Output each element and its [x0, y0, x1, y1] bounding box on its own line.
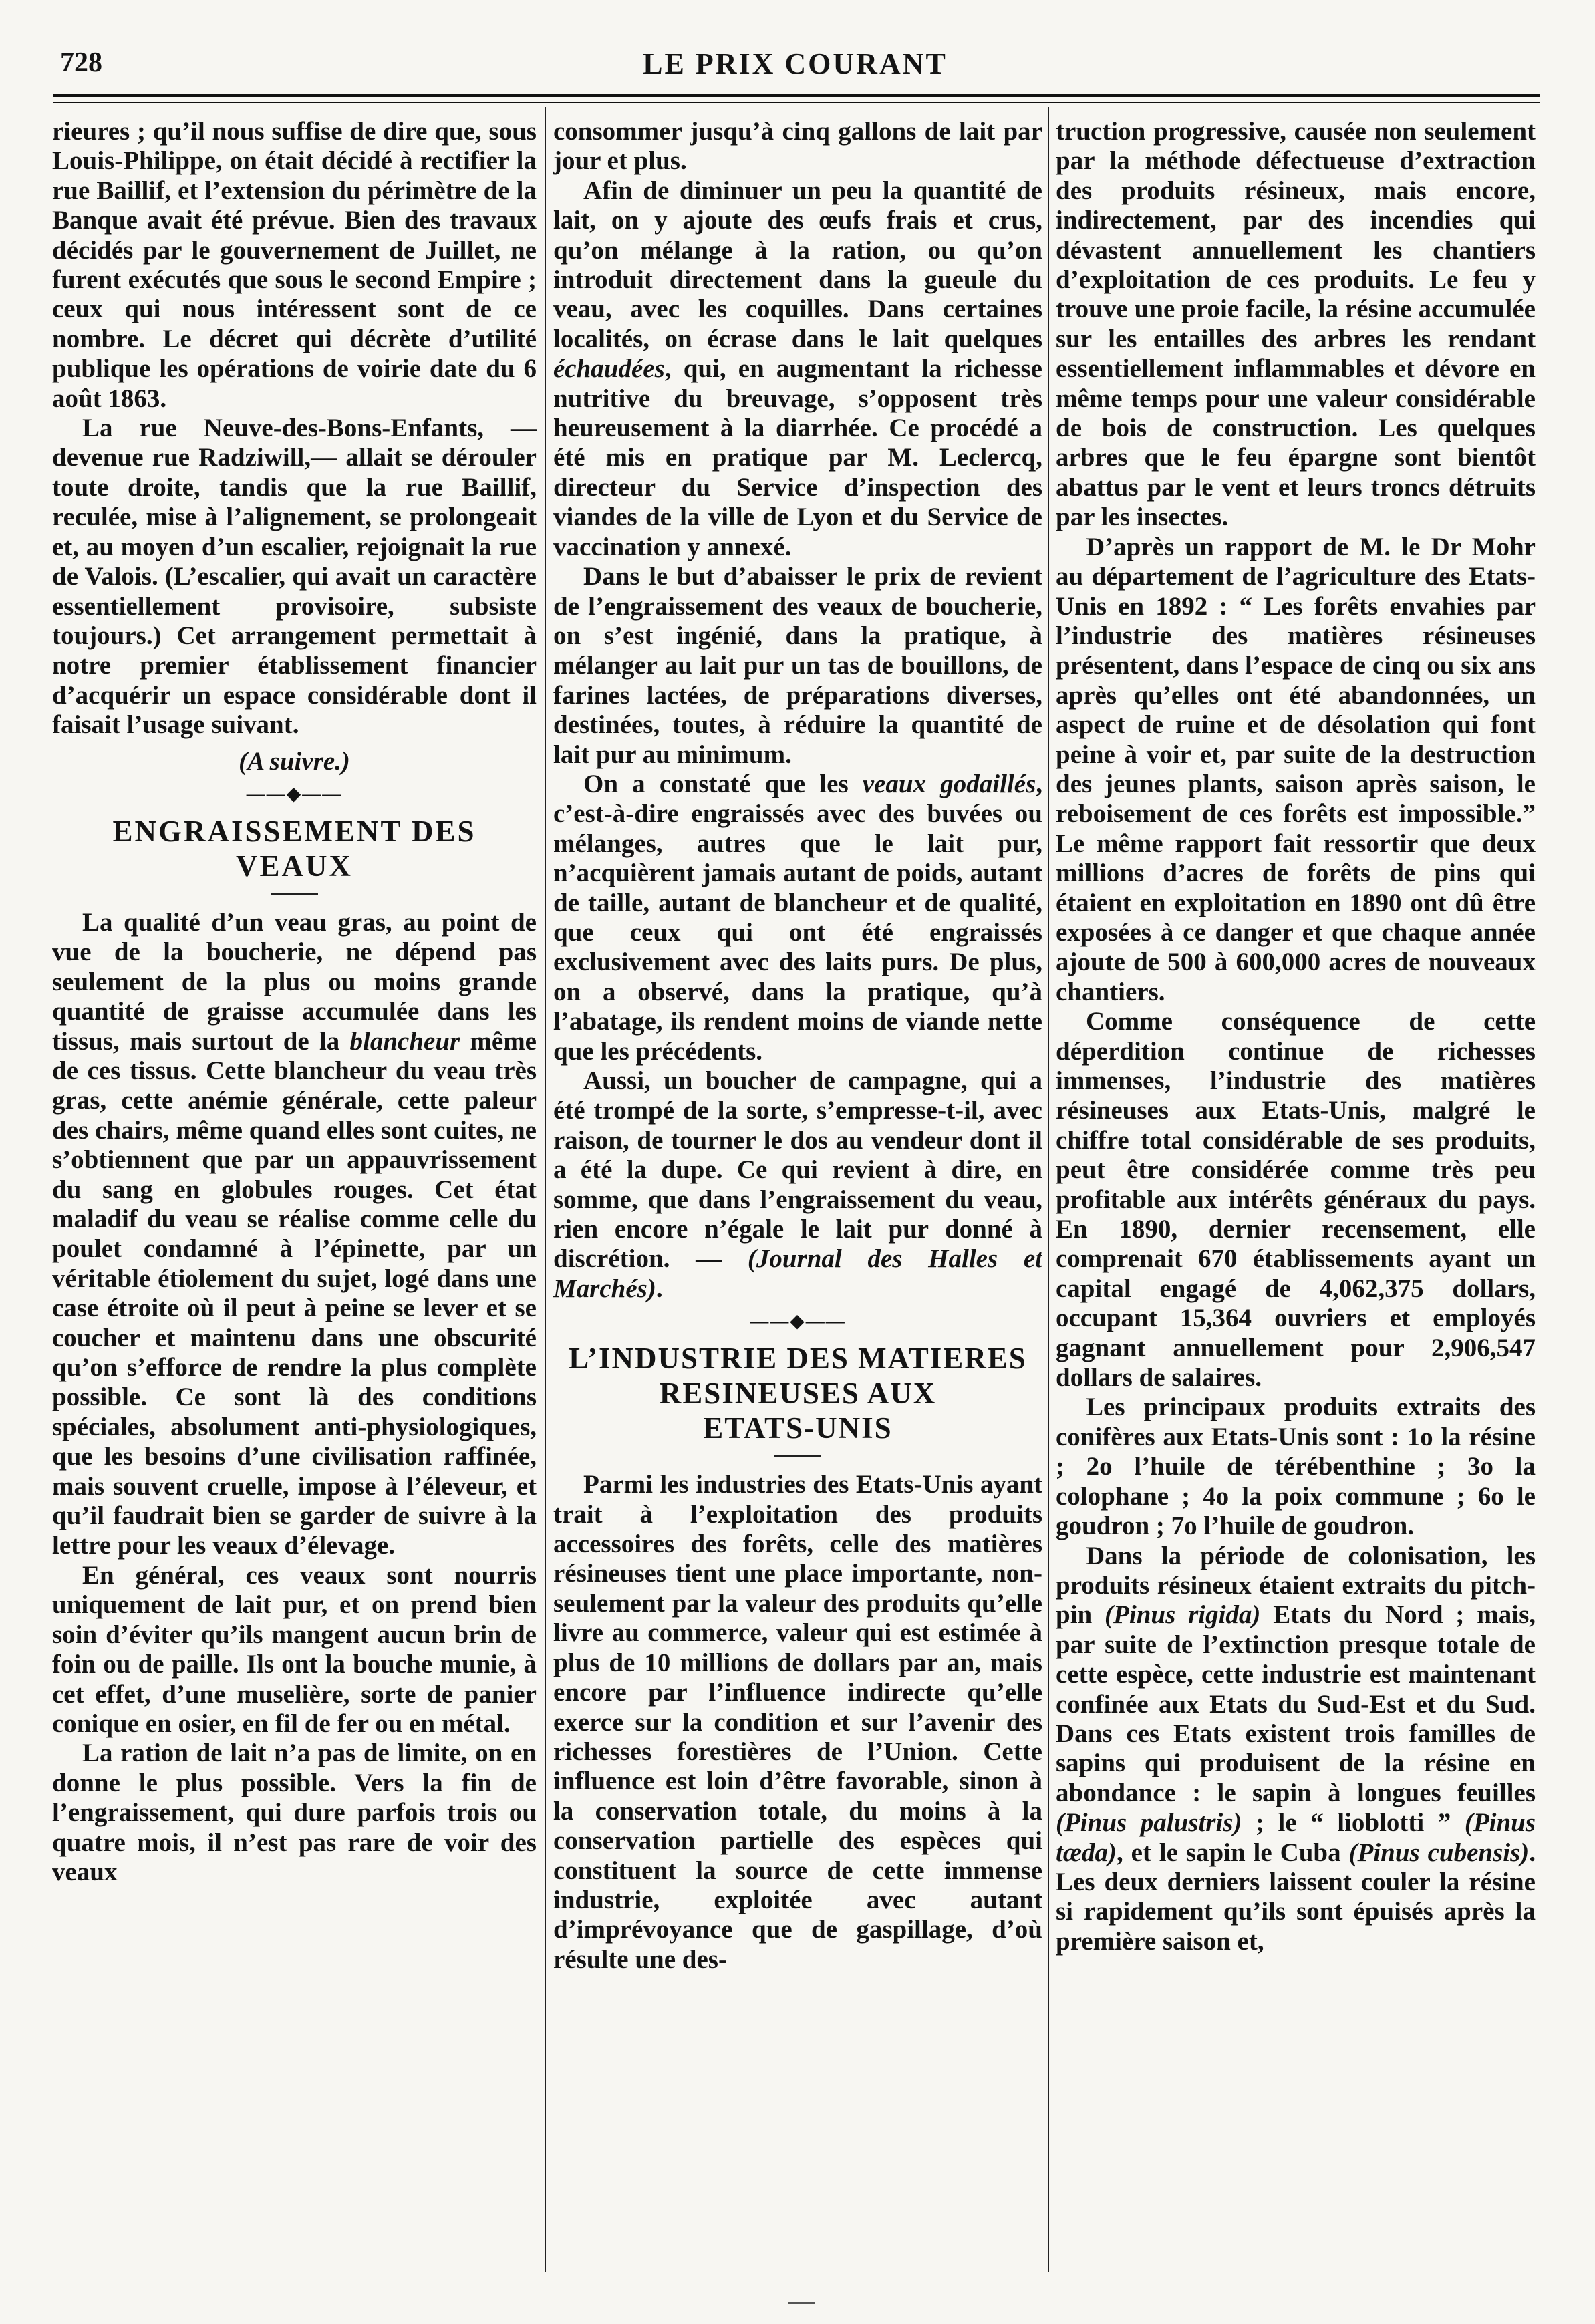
- text-run: On a constaté que les: [583, 769, 849, 798]
- page-header: [60, 47, 1530, 87]
- paragraph: rieures ; qu’il nous suffise de dire que, sous Louis-Philippe, on était décidé à rectifier la rue Baillif, et l’extension du périmètre de la Banque avait été prévue. Bien des travaux décidés par le gouvernement de Juillet, ne furent exécutés que sous le second Empire ; ceux qui nous intéressent sont de ce nombre. Le décret qui décrète d’utilité publique les opérations de voirie date du 6 août 1863.: [52, 117, 537, 413]
- species-name: (Pinus rigida): [1105, 1600, 1261, 1630]
- text-run: Afin de diminuer un peu la quantité de lait, on y ajoute des œufs frais et crus, qu’on mélange à la ration, ou qu’on introduit directement dans la gueule du veau, avec les coquilles. Dans certaines localités, on écrase dans le lait quelques: [553, 176, 1042, 353]
- article-heading: ENGRAISSEMENT DES VEAUX: [112, 814, 476, 883]
- species-name: (Pinus tæda): [1056, 1808, 1536, 1867]
- heading-line: L’INDUSTRIE DES MATIERES: [569, 1342, 1027, 1376]
- paragraph: Parmi les industries des Etats-Unis ayant trait à l’exploitation des produits accessoires des forêts, celle des matières résineuses tient une place importante, non-seulement par la valeur des produits qu’elle livre au commerce, valeur qui est estimée à plus de 10 millions de dollars par an, mais encore par l’influence indirecte qu’elle exerce sur la condition et sur l’avenir des richesses forestières de l’Union. Cette influence est loin d’être favorable, sinon à la conservation totale, du moins à la conservation partielle des espèces qui constituent la source de cette immense industrie, exploitée avec autant d’imprévoyance que de gaspillage, d’où résulte une des-: [553, 1470, 1042, 1974]
- paragraph: [553, 1066, 1042, 1304]
- heading-line: RESINEUSES AUX: [659, 1376, 937, 1411]
- paragraph: [1056, 1542, 1536, 1957]
- paragraph: Comme conséquence de cette déperdition continue de richesses immenses, l’industrie des matières résineuses aux Etats-Unis, malgré le chiffre total considérable de ses produits, peut être considérée comme très peu profitable aux intérêts généraux du pays. En 1890, dernier recensement, elle comprenait 670 établissements ayant un capital engagé de 4,062,375 dollars, occupant 15,364 ouvriers et employés gagnant annuellement pour 2,906,547 dollars de salaires.: [1056, 1007, 1536, 1393]
- page-number: 728: [60, 47, 102, 78]
- text-run: Aussi, un boucher de campagne, qui a été trompé de la sorte, s’empresse-t-il, avec raison, de tourner le dos au vendeur dont il a été la dupe. Ce qui revient à dire, en somme, que dans l’engraissement du veau, rien encore n’égale le lait pur donné à discrétion. —: [553, 1066, 1042, 1274]
- italic-term: veaux godaillés: [862, 769, 1036, 798]
- to-be-continued: (A suivre.): [239, 746, 350, 776]
- header-rule: [53, 94, 1540, 97]
- header-rule-thin: [53, 102, 1540, 103]
- paragraph: En général, ces veaux sont nourris uniquement de lait pur, et on prend bien soin d’éviter qu’ils mangent aucun brin de foin ou de paille. Ils ont la bouche munie, à cet effet, d’une muselière, sorte de panier conique en osier, en fil de fer ou en métal.: [52, 1560, 537, 1738]
- page-title: LE PRIX COURANT: [643, 47, 948, 80]
- text-run: Etats du Nord ; mais, par suite de l’extinction presque totale de cette espèce, cette industrie est maintenant confinée aux Etats du Sud-Est et du Sud. Dans ces Etats existent trois familles de sapins qui produisent de la résine en abondance : le sapin à longues feuilles: [1056, 1600, 1536, 1807]
- paragraph: [553, 770, 1042, 1066]
- species-name: (Pinus palustris): [1056, 1808, 1242, 1838]
- text-run: ; le “ lioblotti ”: [1256, 1808, 1451, 1838]
- paragraph: [52, 908, 537, 1561]
- paragraph: [553, 176, 1042, 562]
- text-run: , et le sapin le Cuba: [1117, 1838, 1341, 1867]
- column-1: [52, 117, 537, 2285]
- paragraph: Les principaux produits extraits des conifères aux Etats-Unis sont : 1o la résine ; 2o l’huile de térébenthine ; 3o la colophane ; 4o la poix commune ; 6o le goudron ; 7o l’huile de goudron.: [1056, 1393, 1536, 1541]
- text-run: même de ces tissus. Cette blancheur du veau très gras, cette anémie générale, cette paleur des chairs, même quand elles sont cuites, ne s’obtiennent que par un appauvrissement du sang en globules rouges. Cet état maladif du veau se réalise comme celle du poulet condamné à l’épinette, par un véritable étiolement du sujet, logé dans une case étroite où il peut à peine se lever et se coucher et maintenu dans une obscurité qu’on s’efforce de rendre la plus complète possible. Ce sont là des conditions spéciales, absolument anti-physiologiques, que les besoins d’une civilisation raffinée, mais souvent cruelle, impose à l’éleveur, et qu’il faudrait bien se garder de suivre à la lettre pour les veaux d’élevage.: [52, 1026, 537, 1560]
- column-divider: [545, 107, 546, 2272]
- paragraph: D’après un rapport de M. le Dr Mohr au département de l’agriculture des Etats-Unis en 1892 : “ Les forêts envahies par l’industrie des matières résineuses présentent, dans l’espace de cinq ou six ans après qu’elles ont été abandonnées, un aspect de ruine et de désolation qui font peine à voir et, par suite de la destruction des jeunes plants, saison après saison, le reboisement de ces forêts est impossible.” Le même rapport fait ressortir que deux millions d’acres de forêts de pins qui étaient en exploitation en 1890 ont dû être exposées à ce danger et que chaque année ajoute de 500 à 600,000 acres de nouveaux chantiers.: [1056, 532, 1536, 1006]
- paragraph: La rue Neuve-des-Bons-Enfants, —devenue rue Radziwill,— allait se dérouler toute droite, tandis que la rue Baillif, reculée, mise à l’alignement, se prolongeait et, au moyen d’un escalier, rejoignait la rue de Valois. (L’escalier, qui avait un caractère essentiellement provisoire, subsiste toujours.) Cet arrangement permettait à notre premier établissement financier d’acquérir un espace considérable dont il faisait l’usage suivant.: [52, 414, 537, 740]
- paragraph: Dans le but d’abaisser le prix de revient de l’engraissement des veaux de boucherie, on s’est ingénié, dans la pratique, à mélanger au lait pur un tas de bouillons, de farines lactées, de préparations diverses, destinées, toutes, à réduire la quantité de lait pur au minimum.: [553, 562, 1042, 769]
- column-3: [1056, 117, 1536, 2285]
- text-run: , c’est-à-dire engraissés avec des buvées ou mélanges, autres que le lait pur, n’acquièrent jamais autant de poids, autant de taille, autant de blancheur et de qualité, que ceux qui ont été engraissés exclusivement avec des laits purs. De plus, on a observé, dans la pratique, qu’à l’abatage, ils rendent moins de viande nette que les précédents.: [553, 769, 1042, 1066]
- article-heading: [553, 1341, 1042, 1445]
- text-run: Dans la période de colonisation, les produits résineux étaient extraits du pitch-pin: [1056, 1541, 1536, 1630]
- text-run: .: [656, 1274, 663, 1303]
- paragraph: truction progressive, causée non seulement par la méthode défectueuse d’extraction des produits résineux, mais encore, indirectement, par des incendies qui dévastent annuellement les chantiers d’exploitation de ces produits. Le feu y trouve une proie facile, la résine accumulée sur les entailles des arbres les rendant essentiellement inflammables et dévore en même temps pour une valeur considérable de bois de construction. Les quelques arbres que le feu épargne sont bientôt abattus par le vent et leurs troncs détruits par les insectes.: [1056, 117, 1536, 532]
- text-run: . Les deux derniers laissent couler la résine si rapidement qu’ils sont épuisés après la première saison et,: [1056, 1838, 1536, 1956]
- footer-mark: [788, 2302, 815, 2304]
- text-run: La qualité d’un veau gras, au point de vue de la boucherie, ne dépend pas seulement de la plus ou moins grande quantité de graisse accumulée dans les tissus, mais surtout de la: [52, 907, 537, 1056]
- section-separator: ——◆——: [750, 1311, 846, 1332]
- heading-rule: [774, 1455, 821, 1457]
- italic-term: échaudées: [553, 354, 665, 384]
- heading-line: ETATS-UNIS: [703, 1411, 893, 1445]
- paragraph: La ration de lait n’a pas de limite, on en donne le plus possible. Vers la fin de l’engraissement, qui dure parfois trois ou quatre mois, il n’est pas rare de voir des veaux: [52, 1739, 537, 1886]
- text-run: , qui, en augmentant la richesse nutritive du breuvage, s’opposent très heureusement à la diarrhée. Ce procédé a été mis en pratique par M. Leclercq, directeur du Service d’inspection des viandes de la ville de Lyon et du Service de vaccination y annexé.: [553, 354, 1042, 561]
- section-separator: ——◆——: [246, 783, 343, 805]
- paragraph: consommer jusqu’à cinq gallons de lait par jour et plus.: [553, 117, 1042, 176]
- species-name: (Pinus cubensis): [1348, 1838, 1530, 1867]
- heading-rule: [271, 893, 318, 895]
- italic-term: blancheur: [349, 1026, 460, 1056]
- column-2: [553, 117, 1042, 2285]
- source-citation: (Journal des Halles et Marchés): [553, 1244, 1042, 1303]
- column-divider: [1048, 107, 1049, 2272]
